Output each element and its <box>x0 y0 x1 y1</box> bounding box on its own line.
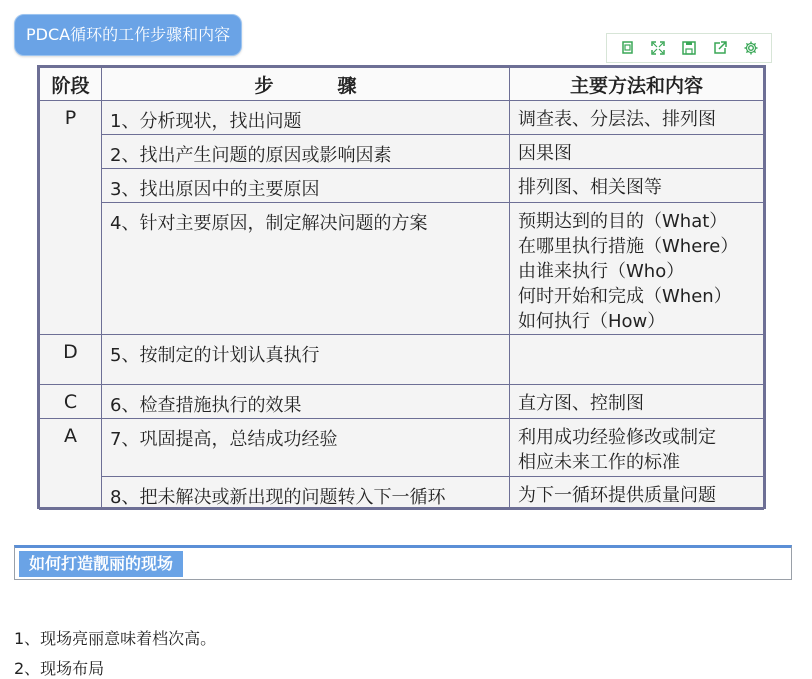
save-button[interactable] <box>678 37 700 59</box>
method-cell: 排列图、相关图等 <box>510 169 764 203</box>
table-row <box>40 203 764 335</box>
table-row <box>40 101 764 135</box>
fullscreen-button[interactable] <box>647 37 669 59</box>
header-step: 步骤 <box>102 68 510 101</box>
step-cell: 8、把未解决或新出现的问题转入下一循环 <box>102 477 510 510</box>
step-cell: 2、找出产生问题的原因或影响因素 <box>102 135 510 169</box>
phase-cell: P <box>40 101 102 335</box>
phase-cell: D <box>40 335 102 385</box>
paragraph: 1、现场亮丽意味着档次高。 <box>14 629 217 648</box>
step-cell: 1、分析现状，找出问题 <box>102 101 510 135</box>
method-cell: 调查表、分层法、排列图 <box>510 101 764 135</box>
table-row <box>40 477 764 510</box>
save-icon <box>681 40 697 56</box>
page-title: PDCA循环的工作步骤和内容 <box>14 14 242 56</box>
fullscreen-icon <box>650 40 666 56</box>
share-button[interactable] <box>709 37 731 59</box>
section-title: 如何打造靓丽的现场 <box>19 551 183 577</box>
table-row <box>40 135 764 169</box>
table-row <box>40 335 764 385</box>
method-cell <box>510 335 764 385</box>
step-cell: 6、检查措施执行的效果 <box>102 385 510 419</box>
paragraph: 2、现场布局 <box>14 659 105 678</box>
header-phase: 阶段 <box>40 68 102 101</box>
phase-cell: C <box>40 385 102 419</box>
settings-button[interactable] <box>740 37 762 59</box>
table-row <box>40 419 764 477</box>
image-toolbar <box>606 33 772 63</box>
phase-cell: A <box>40 419 102 510</box>
copy-button[interactable] <box>616 37 638 59</box>
header-method: 主要方法和内容 <box>510 68 764 101</box>
share-icon <box>712 40 728 56</box>
method-cell: 预期达到的目的（What） 在哪里执行措施（Where） 由谁来执行（Who） 何时开始和完成（When） 如何执行（How） <box>510 203 764 335</box>
method-cell: 利用成功经验修改或制定 相应未来工作的标准 <box>510 419 764 477</box>
step-cell: 7、巩固提高，总结成功经验 <box>102 419 510 477</box>
table-row <box>40 169 764 203</box>
method-cell: 为下一循环提供质量问题 <box>510 477 764 510</box>
section-header <box>14 545 792 580</box>
copy-icon <box>619 40 635 56</box>
method-cell: 因果图 <box>510 135 764 169</box>
table-row <box>40 385 764 419</box>
pdca-table <box>37 65 766 509</box>
step-cell: 4、针对主要原因，制定解决问题的方案 <box>102 203 510 335</box>
step-cell: 5、按制定的计划认真执行 <box>102 335 510 385</box>
settings-icon <box>743 40 759 56</box>
method-cell: 直方图、控制图 <box>510 385 764 419</box>
step-cell: 3、找出原因中的主要原因 <box>102 169 510 203</box>
